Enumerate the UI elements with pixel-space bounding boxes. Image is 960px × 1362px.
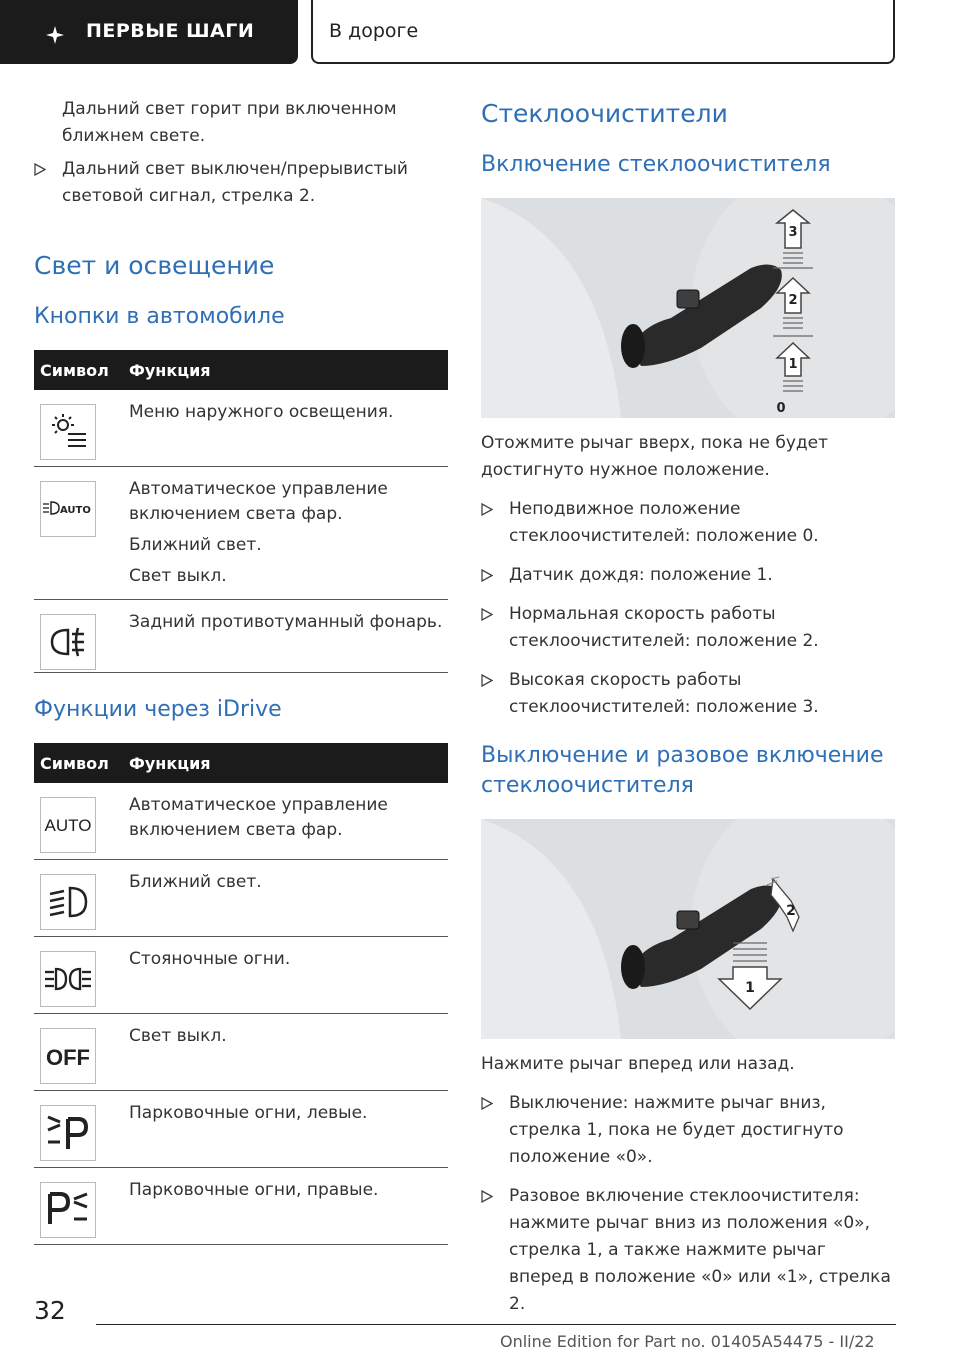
col-symbol: Символ [40, 360, 109, 380]
table-row [34, 783, 448, 860]
col-symbol: Символ [40, 753, 109, 773]
table-row [34, 600, 448, 673]
table-header [34, 743, 448, 783]
table-row [34, 1168, 448, 1245]
list-item [481, 601, 895, 655]
function-text: Свет выкл. [129, 1026, 227, 1046]
heading-wipers: Стеклоочистители [481, 99, 728, 128]
svg-text:AUTO: AUTO [60, 505, 91, 516]
col-function: Функция [129, 360, 211, 380]
exterior-lighting-menu-icon [40, 404, 96, 460]
table-row [34, 467, 448, 600]
auto-text-icon [40, 797, 96, 853]
heading-off-single: Выключение и разовое включение стеклоочистителя [481, 743, 884, 798]
parking-light-right-icon [40, 1182, 96, 1238]
chapter-title: В дороге [329, 20, 419, 42]
function-text: Парковочные огни, правые. [129, 1180, 379, 1200]
list-item [481, 1183, 895, 1318]
section-tab[interactable] [0, 0, 298, 64]
auto-headlight-icon [40, 481, 96, 537]
list-item [481, 562, 895, 589]
lights-off-icon [40, 1028, 96, 1084]
function-text: Задний противотуманный фонарь. [129, 612, 443, 632]
svg-text:1: 1 [788, 357, 798, 372]
bullet-triangle-icon [481, 1097, 493, 1110]
list-item [481, 1090, 895, 1171]
parking-lights-icon [40, 951, 96, 1007]
svg-text:3: 3 [788, 225, 798, 240]
bullet-triangle-icon [481, 569, 493, 582]
bullet-triangle-icon [481, 608, 493, 621]
page-number: 32 [34, 1296, 66, 1325]
function-text: Ближний свет. [129, 535, 262, 555]
function-text: Парковочные огни, левые. [129, 1103, 368, 1123]
wiper-lever-down-photo [481, 819, 895, 1039]
function-text: Свет выкл. [129, 566, 227, 586]
function-text: Меню наружного освещения. [129, 402, 394, 422]
svg-text:1: 1 [745, 980, 755, 996]
bullet-text: Разовое включение стеклоочистителя: нажмите рычаг вниз из положения «0», стрелка 1, а также нажмите рычаг вперед в положение «0» или «1», стрелка 2. [509, 1186, 891, 1314]
list-item [481, 496, 895, 550]
left-column [34, 96, 448, 1245]
table-row [34, 1014, 448, 1091]
bullet-text: Дальний свет выключен/прерывистый световой сигнал, стрелка 2. [62, 159, 408, 206]
bullet-text: Выключение: нажмите рычаг вниз, стрелка 1, пока не будет достигнуто положение «0». [509, 1093, 844, 1167]
heading-light: Свет и освещение [34, 251, 275, 280]
function-text: Автоматическое управление включением света фар. [129, 795, 388, 840]
heading-idrive: Функции через iDrive [34, 697, 282, 722]
heading-buttons: Кнопки в автомобиле [34, 304, 285, 329]
rear-fog-light-icon [40, 614, 96, 670]
heading-switch-on: Включение стеклоочистителя [481, 152, 831, 177]
instruction-text: Нажмите рычаг вперед или назад. [481, 1054, 795, 1074]
svg-text:AUTO: AUTO [44, 816, 92, 835]
function-text: Автоматическое управление включением света фар. [129, 479, 388, 524]
table-row [34, 860, 448, 937]
sparkle-icon [44, 24, 66, 46]
function-cell [129, 467, 448, 599]
svg-text:2: 2 [788, 293, 798, 308]
bullet-triangle-icon [481, 1190, 493, 1203]
bullet-text: Датчик дождя: положение 1. [509, 565, 773, 585]
section-title: ПЕРВЫЕ ШАГИ [86, 20, 255, 42]
bullet-text: Высокая скорость работы стеклоочистителей: положение 3. [509, 670, 819, 717]
svg-text:0: 0 [776, 401, 786, 416]
chapter-tab[interactable] [311, 0, 895, 64]
edition-note: Online Edition for Part no. 01405A54475 - II/22 [500, 1332, 875, 1351]
bullet-triangle-icon [34, 163, 46, 176]
table-row [34, 390, 448, 467]
list-item [34, 156, 434, 210]
wiper-lever-up-photo [481, 198, 895, 418]
bullet-triangle-icon [481, 503, 493, 516]
col-function: Функция [129, 753, 211, 773]
bullet-triangle-icon [481, 674, 493, 687]
table-row [34, 937, 448, 1014]
table-header [34, 350, 448, 390]
bullet-text: Нормальная скорость работы стеклоочистителей: положение 2. [509, 604, 819, 651]
table-row [34, 1091, 448, 1168]
bullet-text: Неподвижное положение стеклоочистителей: положение 0. [509, 499, 819, 546]
footer-divider [96, 1324, 896, 1325]
right-column [481, 96, 895, 1318]
svg-text:OFF: OFF [46, 1045, 90, 1070]
parking-light-left-icon [40, 1105, 96, 1161]
function-text: Стояночные огни. [129, 949, 291, 969]
buttons-table [34, 350, 448, 673]
instruction-text: Отожмите рычаг вверх, пока не будет достигнуто нужное положение. [481, 433, 829, 480]
function-text: Ближний свет. [129, 872, 262, 892]
svg-text:2: 2 [786, 903, 796, 919]
idrive-table [34, 743, 448, 1245]
intro-text: Дальний свет горит при включенном ближнем свете. [62, 99, 397, 146]
list-item [481, 667, 895, 721]
low-beam-icon [40, 874, 96, 930]
